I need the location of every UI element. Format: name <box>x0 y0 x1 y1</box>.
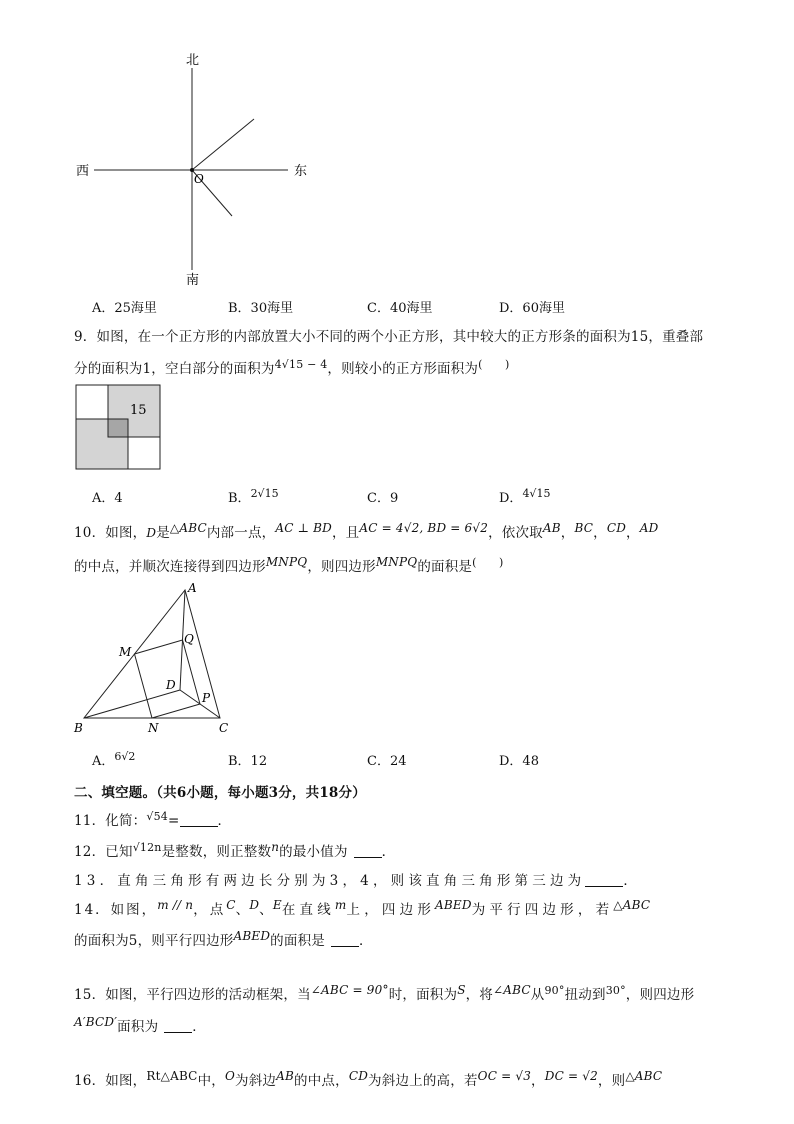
q15-text-b: 时，面积为 <box>388 987 458 1003</box>
q16-rt-triangle: Rt△ABC <box>146 1069 198 1083</box>
q9-option-b-label: B． <box>228 491 251 506</box>
q10-triangle-figure <box>70 582 240 740</box>
q14-text-e: 为平行四边形，若 <box>471 902 614 918</box>
q10-seg-cd: CD <box>606 521 627 535</box>
q14-parallel: m // n <box>157 898 194 912</box>
q10-triangle: △ABC <box>169 521 207 535</box>
q14-sep: 、 <box>259 902 273 918</box>
label-east: 东 <box>294 164 308 179</box>
q13 <box>74 869 637 889</box>
q12 <box>74 840 395 860</box>
q11-answer-blank[interactable] <box>180 814 218 827</box>
q13-text: 13．直角三角形有两边长分别为3，4，则该直角三角形第三边为 <box>74 873 586 889</box>
q10-text-g: ，则四边形 <box>307 559 376 575</box>
q10-var-d: D <box>146 526 157 540</box>
q10-comma: ， <box>560 525 575 541</box>
q16-seg-cd: CD <box>348 1069 369 1083</box>
label-south: 南 <box>186 273 200 288</box>
q16-text-d: 的中点， <box>294 1073 349 1089</box>
q13-period: ． <box>623 873 638 889</box>
q10-text-h: 的面积是 <box>417 559 473 575</box>
q15-quad: A′BCD′ <box>74 1015 118 1029</box>
q14-var-e: E <box>272 898 282 912</box>
q10-option-a[interactable] <box>92 750 135 769</box>
q10-option-b[interactable]: B．12 <box>228 754 268 769</box>
compass-figure <box>70 48 330 293</box>
q10-text-f: 的中点，并顺次连接得到四边形 <box>74 559 266 575</box>
q10-comma: ， <box>593 525 607 541</box>
q8-option-b[interactable]: B．30海里 <box>228 301 294 316</box>
q15-text-a: 15．如图，平行四边形的活动框架，当 <box>74 987 311 1003</box>
q16-dc: DC = √2 <box>544 1069 598 1083</box>
q12-var-n: n <box>271 840 280 854</box>
q14-line2 <box>74 929 373 949</box>
q11-expr: √54 <box>146 810 168 823</box>
section2-title: 二、填空题。（共6小题，每小题3分，共18分） <box>74 785 366 801</box>
q15-period: ． <box>192 1019 206 1035</box>
q9-line2-a: 分的面积为1，空白部分的面积为 <box>74 361 275 377</box>
q9-line2 <box>74 357 510 377</box>
q16-text-c: 为斜边 <box>235 1073 277 1089</box>
q14-period: ． <box>358 933 373 949</box>
q10-quad: MNPQ <box>375 555 418 569</box>
q13-answer-blank[interactable] <box>585 874 623 887</box>
q14-quad: ABED <box>435 898 472 912</box>
q10-lengths: AC = 4√2, BD = 6√2 <box>359 521 489 535</box>
q15-line1 <box>74 983 694 1003</box>
q15-angle-eq: ∠ABC = 90° <box>310 983 389 997</box>
q15-deg30: 30° <box>605 984 626 997</box>
q14-sep: 、 <box>235 902 250 918</box>
q9-option-a[interactable]: A．4 <box>92 491 123 506</box>
q10-triangle-abc <box>84 590 220 718</box>
q10-line1 <box>74 521 658 541</box>
q10-seg-ab: AB <box>542 521 561 535</box>
q14-text-c: 在直线 <box>281 902 335 918</box>
q12-text-c: 的最小值为 <box>279 844 348 860</box>
q9-option-c[interactable]: C．9 <box>367 491 399 506</box>
q14-var-m: m <box>334 898 347 912</box>
q15-text-g: 面积为 <box>117 1019 159 1035</box>
q10-text-e: ，依次取 <box>488 525 543 541</box>
q15-var-s: S <box>457 983 466 997</box>
q10-line2 <box>74 555 504 575</box>
q15-text-c: ，将 <box>465 987 494 1003</box>
q16-comma: ， <box>531 1073 545 1089</box>
q15-text-e: 扭动到 <box>564 987 606 1003</box>
q15-deg90: 90° <box>544 984 565 997</box>
q15-text-d: 从 <box>530 987 545 1003</box>
q8-option-c[interactable]: C．40海里 <box>367 301 433 316</box>
q14-text-b: ，点 <box>193 902 227 918</box>
q12-expr: √12n <box>132 841 162 854</box>
q10-text-b: 是 <box>156 525 170 541</box>
q12-answer-blank[interactable] <box>354 845 382 858</box>
q14-text-g: 的面积是 <box>270 933 325 949</box>
q9-option-b[interactable] <box>228 487 279 506</box>
q9-option-d[interactable] <box>499 487 550 506</box>
label-origin: O <box>194 172 204 186</box>
ray-northeast <box>192 119 254 170</box>
q11-text-a: 11．化简： <box>74 813 147 829</box>
q16-text-a: 16．如图， <box>74 1073 147 1089</box>
q9-paren: ( ) <box>478 358 510 371</box>
q10-label-c: C <box>219 721 229 735</box>
q14-text-d: 上，四边形 <box>346 902 436 918</box>
q10-label-m: M <box>119 645 132 659</box>
q10-seg-ad: AD <box>639 521 659 535</box>
q10-perp: AC ⊥ BD <box>275 521 332 535</box>
q16-text-b: 中， <box>197 1073 225 1089</box>
q11-equals: = <box>168 813 180 829</box>
label-west: 西 <box>76 164 90 179</box>
q10-label-n: N <box>148 721 159 735</box>
q10-text-d: ，且 <box>331 525 360 541</box>
q10-option-a-label: A． <box>92 754 115 769</box>
q16-text-g: ，则 <box>597 1073 626 1089</box>
q16-oc: OC = √3 <box>477 1069 532 1083</box>
q8-option-a[interactable]: A．25海里 <box>92 301 157 316</box>
q14-answer-blank[interactable] <box>331 934 359 947</box>
q14-text-f: 的面积为5，则平行四边形 <box>74 933 234 949</box>
q9-overlap-square <box>108 419 128 437</box>
q10-label-d: D <box>166 678 176 692</box>
q12-text-b: 是整数，则正整数 <box>161 844 272 860</box>
q16-var-o: O <box>224 1069 236 1083</box>
q10-paren: ( ) <box>472 556 504 569</box>
q10-quad: MNPQ <box>265 555 308 569</box>
q14-triangle: △ABC <box>613 898 651 912</box>
q10-comma: ， <box>626 525 640 541</box>
q15-text-f: ，则四边形 <box>625 987 695 1003</box>
q10-option-c[interactable]: C．24 <box>367 754 407 769</box>
label-north: 北 <box>186 53 200 68</box>
q15-answer-blank[interactable] <box>164 1020 192 1033</box>
q10-label-a: A <box>188 582 197 595</box>
q10-label-q: Q <box>184 632 194 646</box>
q12-text-a: 12．已知 <box>74 844 133 860</box>
q12-period: ． <box>381 844 396 860</box>
q14-quad: ABED <box>233 929 271 943</box>
q9-squares-figure <box>74 383 164 473</box>
q8-option-d[interactable]: D．60海里 <box>499 301 565 316</box>
q16-triangle: △ABC <box>625 1069 663 1083</box>
q10-label-b: B <box>74 721 83 735</box>
q9-option-b-expr: 2√15 <box>250 487 279 500</box>
q16-text-e: 为斜边上的高，若 <box>368 1073 478 1089</box>
q9-blank-area-expr: 4√15 − 4 <box>274 358 328 371</box>
q10-option-d[interactable]: D．48 <box>499 754 539 769</box>
q15-angle: ∠ABC <box>493 983 531 997</box>
q9-option-d-label: D． <box>499 491 523 506</box>
q11 <box>74 809 231 829</box>
q14-text-a: 14．如图， <box>74 902 158 918</box>
q14-var-d: D <box>249 898 260 912</box>
q10-text-a: 10．如图， <box>74 525 147 541</box>
q10-seg-bc: BC <box>574 521 594 535</box>
q11-period: ． <box>217 813 232 829</box>
q9-label-15: 15 <box>130 403 147 418</box>
q10-text-c: 内部一点， <box>206 525 276 541</box>
q16-line1 <box>74 1069 662 1089</box>
q15-line2 <box>74 1015 206 1035</box>
q10-label-p: P <box>202 691 211 705</box>
q14-var-c: C <box>226 898 236 912</box>
q9-option-d-expr: 4√15 <box>522 487 551 500</box>
q14-line1 <box>74 898 650 918</box>
q9-line2-b: ，则较小的正方形面积为 <box>327 361 479 377</box>
q10-option-a-expr: 6√2 <box>114 750 136 763</box>
q16-seg-ab: AB <box>276 1069 295 1083</box>
q9-line1: 9．如图，在一个正方形的内部放置大小不同的两个小正方形，其中较大的正方形条的面积为15，重叠部 <box>74 329 704 345</box>
